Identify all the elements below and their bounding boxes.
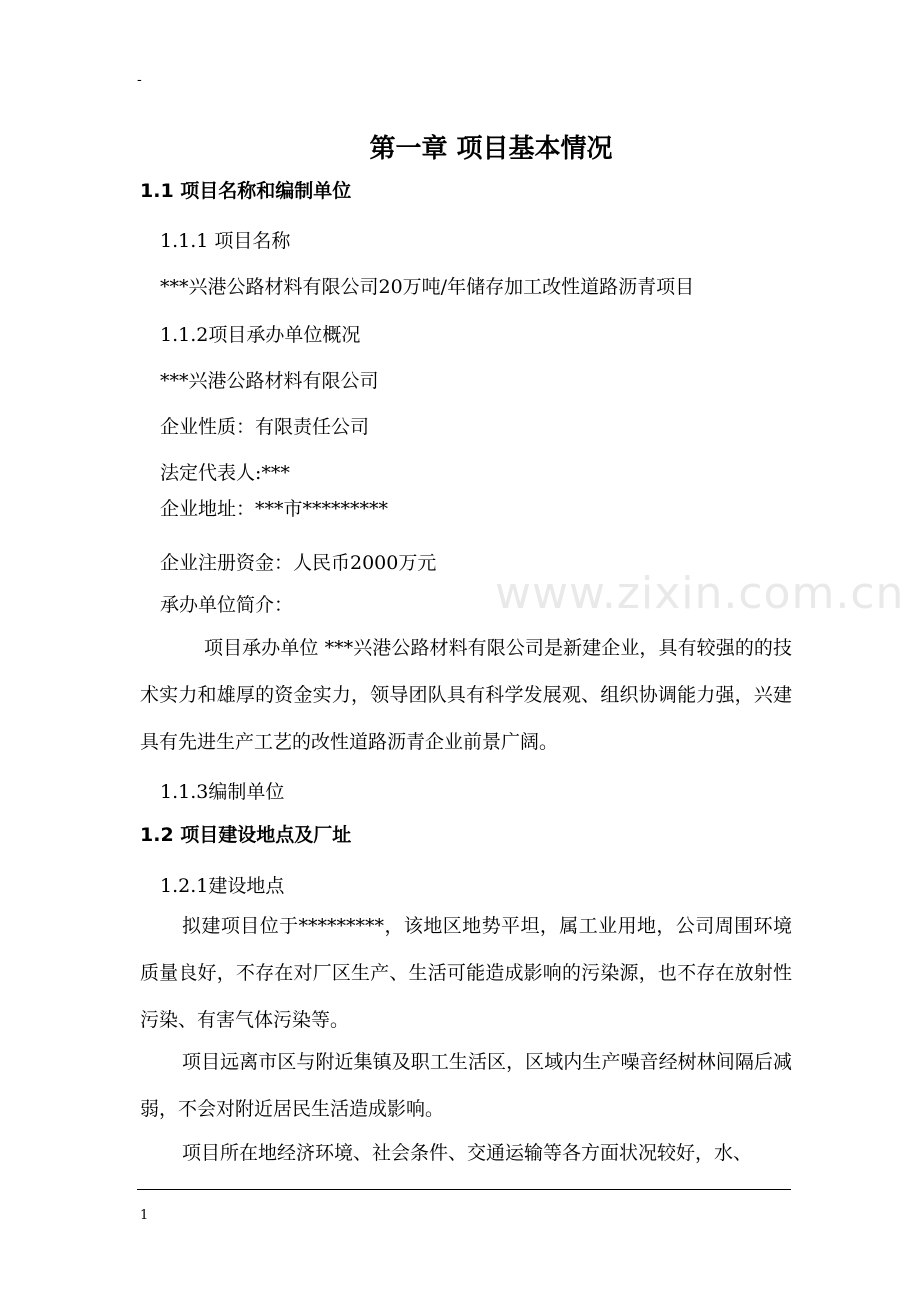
registered-capital: 企业注册资金：人民币2000万元 xyxy=(160,552,437,574)
intro-label: 承办单位简介： xyxy=(160,594,294,616)
section-heading-1-2: 1.2 项目建设地点及厂址 xyxy=(140,824,352,846)
noise-paragraph: 项目远离市区与附近集镇及职工生活区，区域内生产噪音经树林间隔后减弱，不会对附近居民生活造成影响。 xyxy=(140,1051,792,1120)
conditions-paragraph: 项目所在地经济环境、社会条件、交通运输等各方面状况较好，水、 xyxy=(182,1142,753,1164)
footer-rule xyxy=(137,1189,791,1190)
watermark: www.zixin.com.cn xyxy=(495,568,905,619)
header-mark: - xyxy=(137,72,142,88)
subsection-title-1-1-1: 1.1.1 项目名称 xyxy=(160,230,291,252)
company-name: ***兴港公路材料有限公司 xyxy=(160,370,379,392)
subsection-title-1-1-3: 1.1.3编制单位 xyxy=(160,781,285,803)
page-number: 1 xyxy=(140,1208,149,1223)
legal-representative: 法定代表人:*** xyxy=(160,462,290,484)
company-address: 企业地址：***市********* xyxy=(160,498,389,520)
project-name: ***兴港公路材料有限公司20万吨/年储存加工改性道路沥青项目 xyxy=(160,276,695,298)
subsection-title-1-2-1: 1.2.1建设地点 xyxy=(160,875,285,897)
intro-paragraph: 项目承办单位 ***兴港公路材料有限公司是新建企业，具有较强的的技术实力和雄厚的资金实力，领导团队具有科学发展观、组织协调能力强，兴建具有先进生产工艺的改性道路沥青企业前景广阔。 xyxy=(140,637,792,753)
section-heading-1-1: 1.1 项目名称和编制单位 xyxy=(140,180,352,202)
company-nature: 企业性质：有限责任公司 xyxy=(160,416,370,438)
subsection-title-1-1-2: 1.1.2项目承办单位概况 xyxy=(160,324,361,346)
chapter-title: 第一章 项目基本情况 xyxy=(369,134,613,164)
location-paragraph: 拟建项目位于*********，该地区地势平坦，属工业用地，公司周围环境质量良好，不存在对厂区生产、生活可能造成影响的污染源，也不存在放射性污染、有害气体污染等。 xyxy=(140,915,792,1031)
